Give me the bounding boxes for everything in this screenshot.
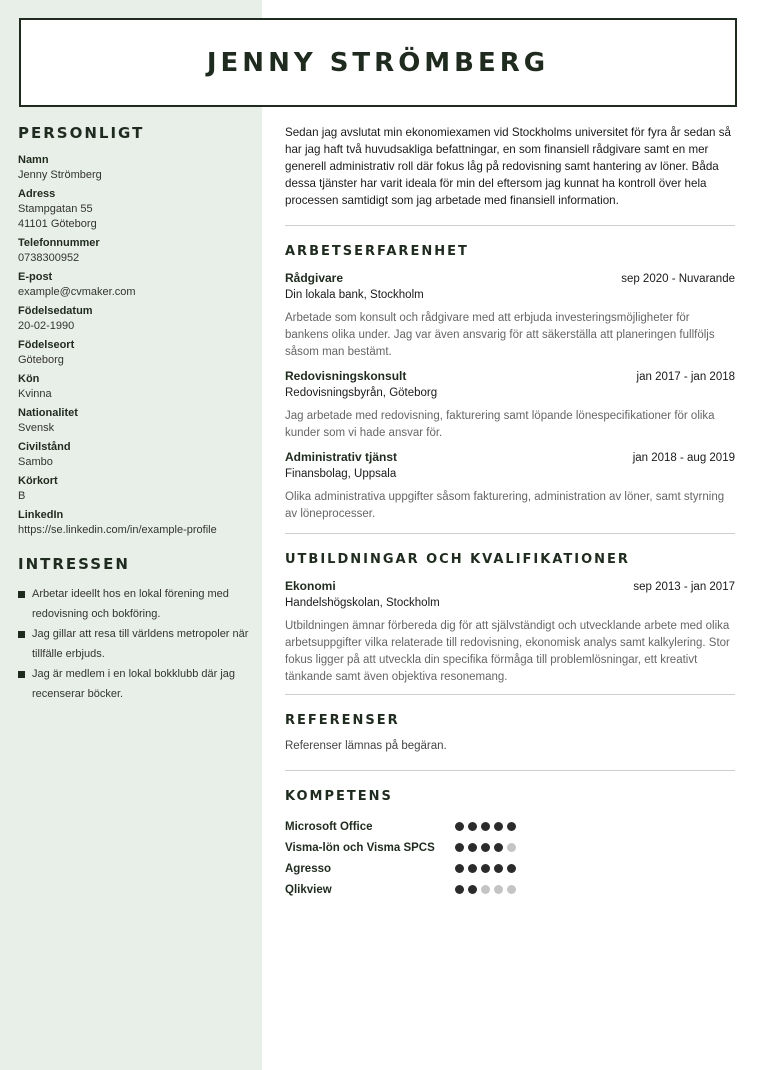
rating-dot-filled-icon: [494, 864, 503, 873]
rating-dot-filled-icon: [455, 843, 464, 852]
personal-value: Jenny Strömberg: [18, 169, 102, 181]
profile-summary: Sedan jag avslutat min ekonomiexamen vid Stockholms universitet för fyra år sedan så har jag haft två huvudsakliga befattningar, en som finansiell rådgivare samt en mer generell administrativ roll där fokus låg på redovisning samt hantering av löner. Båda dessa tjänster har varit ideala för min del eftersom jag kunnat ha kontroll över hela processen samtidigt som jag arbetade med finansiell information.: [285, 126, 731, 207]
experience-entry: [285, 369, 735, 442]
entry-date: sep 2013 - jan 2017: [633, 581, 735, 593]
square-bullet-icon: [18, 591, 25, 598]
personal-heading: PERSONLIGT: [18, 124, 145, 142]
square-bullet-icon: [18, 631, 25, 638]
rating-dot-empty-icon: [507, 843, 516, 852]
personal-item-birthplace: [18, 338, 250, 368]
interest-text: Arbetar ideellt hos en lokal förening med redovisning och bokföring.: [32, 588, 229, 620]
personal-label: LinkedIn: [18, 509, 64, 521]
personal-value: Svensk: [18, 422, 55, 434]
education-heading: UTBILDNINGAR OCH KVALIFIKATIONER: [285, 552, 630, 567]
skill-name: Microsoft Office: [285, 820, 373, 833]
personal-item-phone: [18, 236, 250, 266]
skill-rating: [455, 822, 516, 831]
sidebar: [18, 124, 250, 704]
personal-label: Födelseort: [18, 339, 75, 351]
personal-value: 41101 Göteborg: [18, 218, 97, 230]
section-divider: [285, 533, 735, 534]
skill-name: Qlikview: [285, 883, 332, 896]
skills-heading: KOMPETENS: [285, 789, 393, 804]
personal-item-license: [18, 474, 250, 504]
entry-description: Utbildningen ämnar förbereda dig för att självständigt och utvecklande arbete med olika arbetsuppgifter vilka relaterade till redovisning, ekonomisk analys samt kalkylering. Stor fokus ligger på att utveckla din specifika förmåga till problemlösningar, ett kreativt tänkande samt även objektiva resonemang.: [285, 620, 730, 683]
list-item: [18, 664, 250, 704]
personal-label: E-post: [18, 271, 53, 283]
rating-dot-filled-icon: [468, 864, 477, 873]
rating-dot-filled-icon: [494, 843, 503, 852]
skill-row: [285, 879, 735, 900]
name-header: [19, 18, 737, 107]
personal-label: Körkort: [18, 475, 58, 487]
rating-dot-filled-icon: [468, 822, 477, 831]
entry-organization: Handelshögskolan, Stockholm: [285, 597, 440, 609]
entry-title: Redovisningskonsult: [285, 369, 407, 383]
personal-value: Sambo: [18, 456, 53, 468]
personal-value: Kvinna: [18, 388, 52, 400]
rating-dot-empty-icon: [481, 885, 490, 894]
skill-row: [285, 837, 735, 858]
entry-header: [285, 450, 735, 464]
personal-value: Stampgatan 55: [18, 203, 93, 215]
rating-dot-filled-icon: [494, 822, 503, 831]
personal-item-birthdate: [18, 304, 250, 334]
experience-entry: [285, 271, 735, 361]
rating-dot-filled-icon: [481, 843, 490, 852]
personal-label: Namn: [18, 154, 49, 166]
entry-title: Rådgivare: [285, 271, 344, 285]
rating-dot-filled-icon: [455, 864, 464, 873]
entry-header: [285, 271, 735, 285]
education-entry: [285, 579, 735, 686]
personal-item-name: [18, 153, 250, 183]
personal-details: [18, 153, 250, 538]
personal-value: example@cvmaker.com: [18, 286, 136, 298]
references-heading: REFERENSER: [285, 713, 400, 728]
entry-organization: Redovisningsbyrån, Göteborg: [285, 387, 438, 399]
personal-value: Göteborg: [18, 354, 64, 366]
interests-list: [18, 584, 250, 704]
entry-title: Ekonomi: [285, 579, 336, 593]
skill-row: [285, 816, 735, 837]
skills-list: [285, 816, 735, 900]
rating-dot-filled-icon: [468, 885, 477, 894]
skill-rating: [455, 864, 516, 873]
rating-dot-filled-icon: [481, 822, 490, 831]
list-item: [18, 584, 250, 624]
experience-entry: [285, 450, 735, 523]
personal-label: Födelsedatum: [18, 305, 93, 317]
entry-date: jan 2017 - jan 2018: [636, 371, 735, 383]
entry-description: Olika administrativa uppgifter såsom fakturering, administration av löner, samt styrning av löneprocesser.: [285, 491, 725, 520]
rating-dot-filled-icon: [455, 885, 464, 894]
interest-text: Jag är medlem i en lokal bokklubb där jag recenserar böcker.: [32, 668, 236, 700]
personal-label: Nationalitet: [18, 407, 78, 419]
personal-item-email: [18, 270, 250, 300]
interests-heading: INTRESSEN: [18, 555, 130, 573]
entry-organization: Din lokala bank, Stockholm: [285, 289, 424, 301]
skill-rating: [455, 843, 516, 852]
personal-item-civil-status: [18, 440, 250, 470]
entry-organization: Finansbolag, Uppsala: [285, 468, 397, 480]
rating-dot-filled-icon: [455, 822, 464, 831]
square-bullet-icon: [18, 671, 25, 678]
entry-description: Arbetade som konsult och rådgivare med att erbjuda investeringsmöjligheter för bankens olika under. Jag var även ansvarig för att säkerställa att planeringen fullföljs såsom man bestämt.: [285, 312, 715, 358]
entry-header: [285, 579, 735, 593]
personal-value: 20-02-1990: [18, 320, 75, 332]
skill-name: Visma-lön och Visma SPCS: [285, 841, 435, 854]
candidate-name: JENNY STRÖMBERG: [206, 47, 550, 78]
rating-dot-filled-icon: [481, 864, 490, 873]
section-divider: [285, 694, 735, 695]
rating-dot-empty-icon: [507, 885, 516, 894]
rating-dot-filled-icon: [507, 822, 516, 831]
skill-rating: [455, 885, 516, 894]
skill-name: Agresso: [285, 862, 332, 875]
entry-date: jan 2018 - aug 2019: [632, 452, 735, 464]
entry-date: sep 2020 - Nuvarande: [621, 273, 735, 285]
personal-item-address: [18, 187, 250, 232]
experience-heading: ARBETSERFARENHET: [285, 244, 469, 259]
personal-value: B: [18, 490, 26, 502]
rating-dot-empty-icon: [494, 885, 503, 894]
personal-item-nationality: [18, 406, 250, 436]
main-content: [285, 124, 735, 900]
personal-label: Civilstånd: [18, 441, 71, 453]
linkedin-link[interactable]: https://se.linkedin.com/in/example-profile: [18, 524, 217, 536]
skill-row: [285, 858, 735, 879]
entry-title: Administrativ tjänst: [285, 450, 398, 464]
rating-dot-filled-icon: [468, 843, 477, 852]
personal-item-linkedin: [18, 508, 250, 538]
section-divider: [285, 225, 735, 226]
personal-label: Telefonnummer: [18, 237, 100, 249]
references-text: Referenser lämnas på begäran.: [285, 740, 447, 752]
section-divider: [285, 770, 735, 771]
rating-dot-filled-icon: [507, 864, 516, 873]
personal-item-gender: [18, 372, 250, 402]
personal-value: 0738300952: [18, 252, 80, 264]
entry-header: [285, 369, 735, 383]
personal-label: Adress: [18, 188, 56, 200]
list-item: [18, 624, 250, 664]
personal-label: Kön: [18, 373, 40, 385]
entry-description: Jag arbetade med redovisning, fakturering samt löpande lönespecifikationer för olika kunder som vi hade ansvar för.: [285, 410, 715, 439]
interest-text: Jag gillar att resa till världens metropoler när tillfälle erbjuds.: [32, 628, 249, 660]
